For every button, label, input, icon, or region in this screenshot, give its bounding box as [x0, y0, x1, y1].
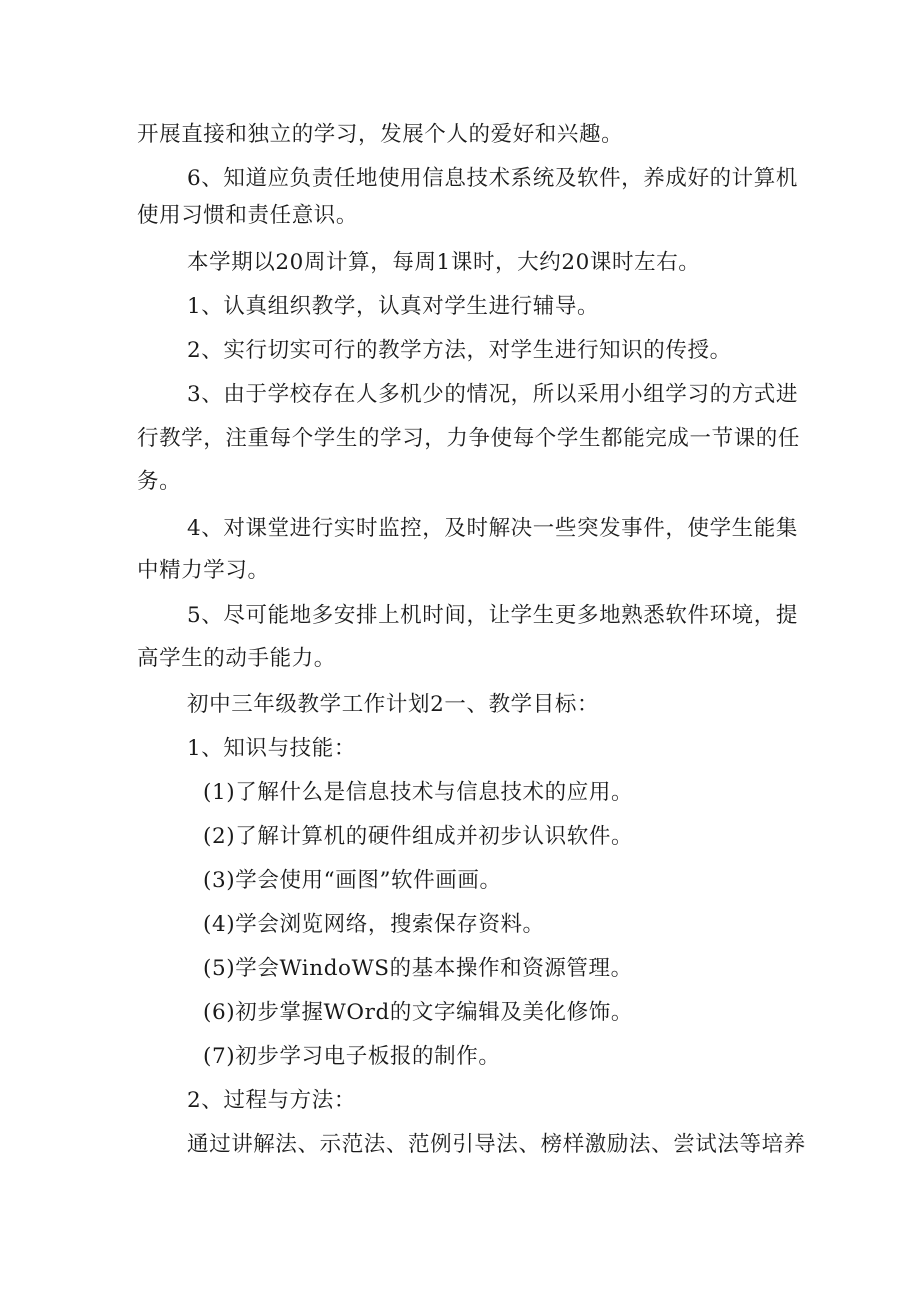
paragraph-line: 使用习惯和责任意识。 [137, 203, 359, 228]
subsection-heading: 2、过程与方法： [187, 1088, 356, 1113]
list-item: (5)学会WindoWS的基本操作和资源管理。 [203, 956, 633, 981]
paragraph-line: 务。 [137, 469, 182, 494]
paragraph-line: 2、实行切实可行的教学方法，对学生进行知识的传授。 [187, 338, 732, 363]
paragraph-line: 通过讲解法、示范法、范例引导法、榜样激励法、尝试法等培养 [187, 1132, 806, 1157]
paragraph-line: 行教学，注重每个学生的学习，力争使每个学生都能完成一节课的任 [137, 426, 801, 451]
list-item: (7)初步学习电子板报的制作。 [203, 1044, 501, 1069]
subsection-heading: 1、知识与技能： [187, 736, 356, 761]
paragraph-line: 6、知道应负责任地使用信息技术系统及软件，养成好的计算机 [187, 166, 798, 191]
paragraph-line: 1、认真组织教学，认真对学生进行辅导。 [187, 294, 600, 319]
paragraph-line: 3、由于学校存在人多机少的情况，所以采用小组学习的方式进 [187, 382, 798, 407]
paragraph-line: 高学生的动手能力。 [137, 646, 336, 671]
list-item: (4)学会浏览网络，搜索保存资料。 [203, 912, 545, 937]
paragraph-line: 5、尽可能地多安排上机时间，让学生更多地熟悉软件环境，提 [187, 603, 798, 628]
list-item: (2)了解计算机的硬件组成并初步认识软件。 [203, 824, 634, 849]
list-item: (1)了解什么是信息技术与信息技术的应用。 [203, 780, 634, 805]
paragraph-line: 4、对课堂进行实时监控，及时解决一些突发事件，使学生能集 [187, 516, 798, 541]
paragraph-line: 本学期以20周计算，每周1课时，大约20课时左右。 [187, 250, 701, 275]
list-item: (3)学会使用“画图”软件画画。 [203, 868, 502, 893]
list-item: (6)初步掌握WOrd的文字编辑及美化修饰。 [203, 1000, 633, 1025]
paragraph-line: 开展直接和独立的学习，发展个人的爱好和兴趣。 [137, 122, 624, 147]
section-heading: 初中三年级教学工作计划2一、教学目标： [187, 692, 600, 717]
paragraph-line: 中精力学习。 [137, 558, 270, 583]
